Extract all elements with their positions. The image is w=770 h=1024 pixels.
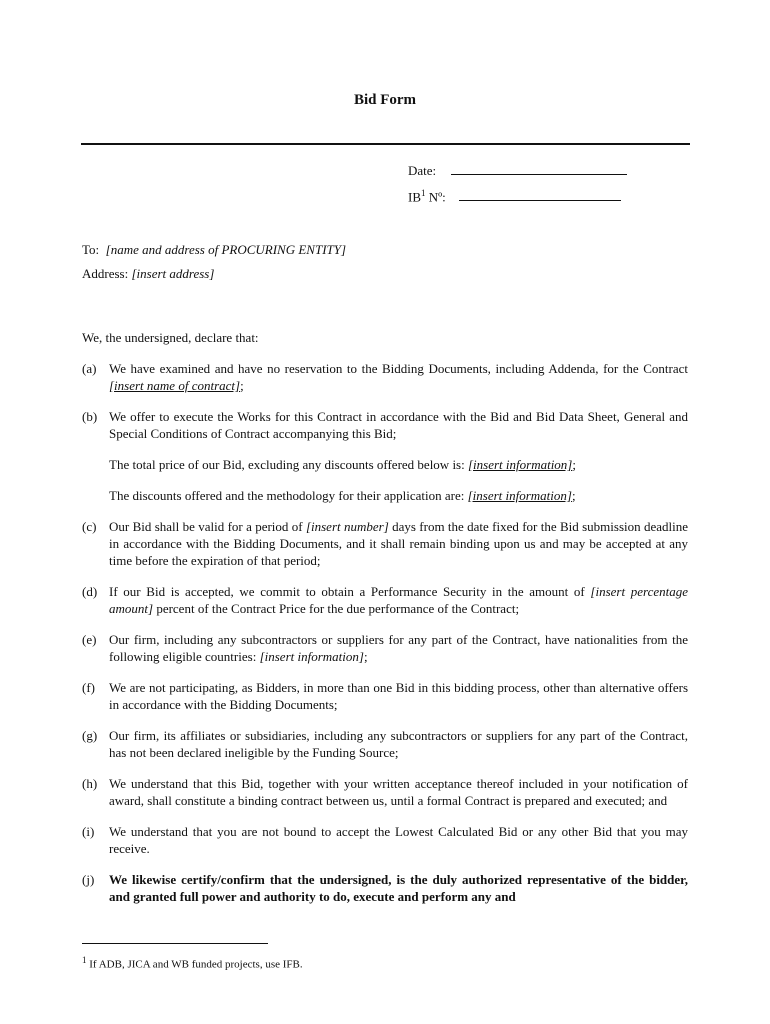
intro-text: We, the undersigned, declare that: — [82, 330, 259, 345]
footnote-divider — [82, 943, 268, 944]
list-item: (g) Our firm, its affiliates or subsidiaries, including any subcontractors or suppliers for any part of the Contract, has not been declared ineligible by the Funding Source; — [82, 728, 688, 760]
date-label: Date: — [408, 163, 437, 178]
footnote — [82, 955, 303, 971]
to-label: To: — [82, 242, 100, 257]
address-label: Address: — [82, 266, 129, 281]
address-line — [82, 266, 214, 282]
ib-number-blank-line — [459, 188, 621, 201]
declaration-list — [82, 360, 688, 919]
to-value: [name and address of PROCURING ENTITY] — [105, 242, 347, 257]
total-price-paragraph: The total price of our Bid, excluding any discounts offered below is: [insert information]; — [109, 457, 576, 472]
date-row — [408, 162, 627, 179]
footnote-text: If ADB, JICA and WB funded projects, use IFB. — [86, 958, 303, 971]
date-blank-line — [451, 162, 627, 175]
ib-number-row — [408, 188, 621, 205]
footnote-mark: 1 — [82, 955, 87, 965]
list-item: (c) Our Bid shall be valid for a period of [insert number] days from the date fixed for the Bid submission deadline in accordance with the Bidding Documents, and it shall remain binding upon us and may be accepted at any time before the expiration of that period; — [82, 519, 688, 568]
list-item: (f) We are not participating, as Bidders, in more than one Bid in this bidding process, other than alternative offers in accordance with the Bidding Documents; — [82, 680, 688, 712]
ib-label-prefix: IB — [408, 189, 421, 205]
address-value: [insert address] — [131, 266, 215, 281]
ib-label-suffix: Nº: — [425, 189, 446, 205]
page-title: Bid Form — [353, 92, 417, 108]
list-item: (b) We offer to execute the Works for this Contract in accordance with the Bid and Bid Data Sheet, General and Special Conditions of Contract accompanying this Bid; — [82, 409, 688, 441]
list-item: (a) We have examined and have no reservation to the Bidding Documents, including Addenda, for the Contract [insert name of contract]; — [82, 361, 688, 393]
list-item: (d) If our Bid is accepted, we commit to obtain a Performance Security in the amount of [insert percentage amount] percent of the Contract Price for the due performance of the Contract; — [82, 584, 688, 616]
ib-footnote-mark: 1 — [421, 188, 426, 198]
title-divider — [81, 143, 690, 145]
to-line — [82, 242, 346, 258]
list-item: (j) We likewise certify/confirm that the undersigned, is the duly authorized representative of the bidder, and granted full power and authority to do, execute and perform any and — [82, 872, 688, 904]
list-item: (h) We understand that this Bid, together with your written acceptance thereof included in your notification of award, shall constitute a binding contract between us, until a formal Contract is prepared and executed; and — [82, 776, 688, 808]
list-item: (e) Our firm, including any subcontractors or suppliers for any part of the Contract, have nationalities from the following eligible countries: [insert information]; — [82, 632, 688, 664]
list-item: (i) We understand that you are not bound to accept the Lowest Calculated Bid or any other Bid that you may receive. — [82, 824, 688, 856]
discounts-paragraph: The discounts offered and the methodology for their application are: [insert information]; — [109, 488, 576, 503]
